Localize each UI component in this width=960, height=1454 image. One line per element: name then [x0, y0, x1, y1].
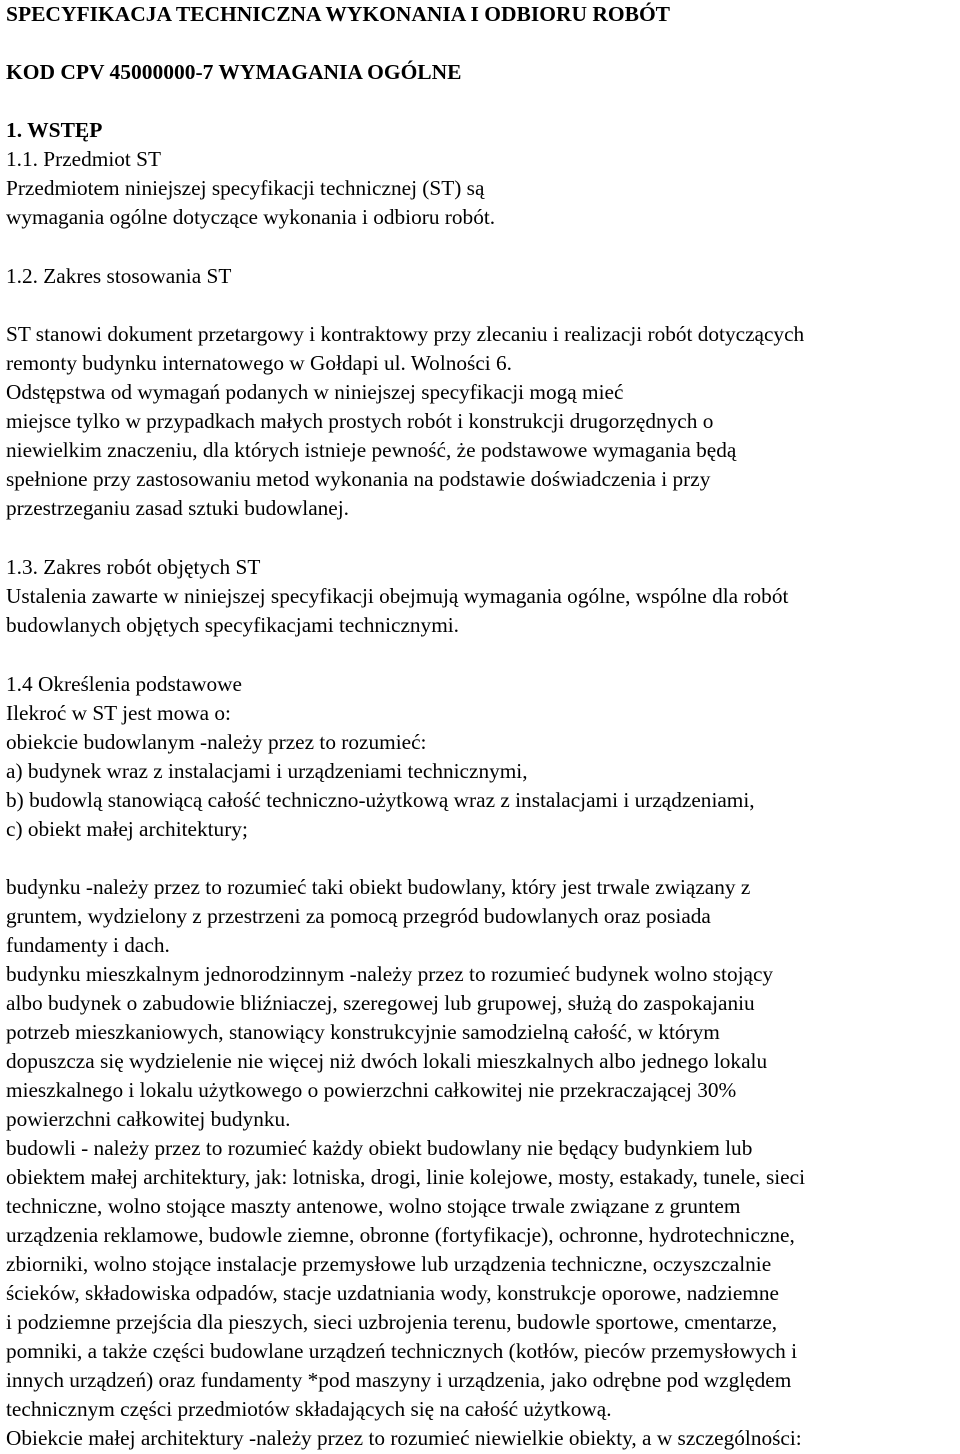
- list-item: b) budowlą stanowiącą całość techniczno-użytkową wraz z instalacjami i urządzeniami,: [6, 788, 755, 812]
- definition-line: obiektem małej architektury, jak: lotniska, drogi, linie kolejowe, mosty, estakady, tunele, sieci: [6, 1165, 806, 1189]
- definition-line: budynku mieszkalnym jednorodzinnym -należy przez to rozumieć budynek wolno stojący: [6, 962, 774, 986]
- definition-line: pomniki, a także części budowlane urządzeń technicznych (kotłów, pieców przemysłowych i: [6, 1339, 798, 1363]
- definition-line: dopuszcza się wydzielenie nie więcej niż dwóch lokali mieszkalnych albo jednego lokalu: [6, 1049, 768, 1073]
- paragraph-line: wymagania ogólne dotyczące wykonania i odbioru robót.: [6, 205, 496, 229]
- definition-line: innych urządzeń) oraz fundamenty *pod maszyny i urządzenia, jako odrębne pod względem: [6, 1368, 792, 1392]
- section-heading: 1. WSTĘP: [6, 118, 103, 142]
- definition-line: i podziemne przejścia dla pieszych, sieci uzbrojenia terenu, budowle sportowe, cmentarze,: [6, 1310, 778, 1334]
- document-title: SPECYFIKACJA TECHNICZNA WYKONANIA I ODBIORU ROBÓT: [6, 2, 671, 26]
- definition-line: ścieków, składowiska odpadów, stacje uzdatniania wody, konstrukcje oporowe, nadziemne: [6, 1281, 779, 1305]
- definition-line: albo budynek o zabudowie bliźniaczej, szeregowej lub grupowej, służą do zaspokajaniu: [6, 991, 755, 1015]
- paragraph-line: Odstępstwa od wymagań podanych w niniejszej specyfikacji mogą mieć: [6, 380, 624, 404]
- definition-line: zbiorniki, wolno stojące instalacje przemysłowe lub urządzenia techniczne, oczyszczalnie: [6, 1252, 772, 1276]
- definition-line: budowli - należy przez to rozumieć każdy obiekt budowlany nie będący budynkiem lub: [6, 1136, 753, 1160]
- definition-line: mieszkalnego i lokalu użytkowego o powierzchni całkowitej nie przekraczającej 30%: [6, 1078, 737, 1102]
- paragraph-line: ST stanowi dokument przetargowy i kontraktowy przy zlecaniu i realizacji robót dotyczących: [6, 322, 805, 346]
- definition-line: potrzeb mieszkaniowych, stanowiący konstrukcyjnie samodzielną całość, w którym: [6, 1020, 720, 1044]
- paragraph-line: spełnione przy zastosowaniu metod wykonania na podstawie doświadczenia i przy: [6, 467, 711, 491]
- definition-line: techniczne, wolno stojące maszty antenowe, wolno stojące trwale związane z gruntem: [6, 1194, 741, 1218]
- document-subtitle: KOD CPV 45000000-7 WYMAGANIA OGÓLNE: [6, 60, 462, 84]
- paragraph-line: miejsce tylko w przypadkach małych prostych robót i konstrukcji drugorzędnych o: [6, 409, 714, 433]
- paragraph-line: remonty budynku internatowego w Gołdapi ul. Wolności 6.: [6, 351, 512, 375]
- subsection-heading: 1.2. Zakres stosowania ST: [6, 264, 232, 288]
- paragraph-line: Ustalenia zawarte w niniejszej specyfikacji obejmują wymagania ogólne, wspólne dla robót: [6, 584, 789, 608]
- paragraph-line: Przedmiotem niniejszej specyfikacji technicznej (ST) są: [6, 176, 485, 200]
- definition-line: budynku -należy przez to rozumieć taki obiekt budowlany, który jest trwale związany z: [6, 875, 751, 899]
- definition-line: technicznym części przedmiotów składających się na całość użytkową.: [6, 1397, 612, 1421]
- paragraph-line: budowlanych objętych specyfikacjami technicznymi.: [6, 613, 459, 637]
- subsection-heading: 1.4 Określenia podstawowe: [6, 672, 242, 696]
- definition-line: Obiekcie małej architektury -należy przez to rozumieć niewielkie obiekty, a w szczególności:: [6, 1426, 802, 1450]
- list-item: a) budynek wraz z instalacjami i urządzeniami technicznymi,: [6, 759, 528, 783]
- paragraph-line: obiekcie budowlanym -należy przez to rozumieć:: [6, 730, 427, 754]
- paragraph-line: niewielkim znaczeniu, dla których istnieje pewność, że podstawowe wymagania będą: [6, 438, 737, 462]
- definition-line: gruntem, wydzielony z przestrzeni za pomocą przegród budowlanych oraz posiada: [6, 904, 711, 928]
- definition-line: powierzchni całkowitej budynku.: [6, 1107, 291, 1131]
- list-item: c) obiekt małej architektury;: [6, 817, 248, 841]
- subsection-heading: 1.3. Zakres robót objętych ST: [6, 555, 261, 579]
- definition-line: urządzenia reklamowe, budowle ziemne, obronne (fortyfikacje), ochronne, hydrotechniczne,: [6, 1223, 795, 1247]
- paragraph-line: przestrzeganiu zasad sztuki budowlanej.: [6, 496, 349, 520]
- subsection-heading: 1.1. Przedmiot ST: [6, 147, 161, 171]
- paragraph-line: Ilekroć w ST jest mowa o:: [6, 701, 231, 725]
- definition-line: fundamenty i dach.: [6, 933, 170, 957]
